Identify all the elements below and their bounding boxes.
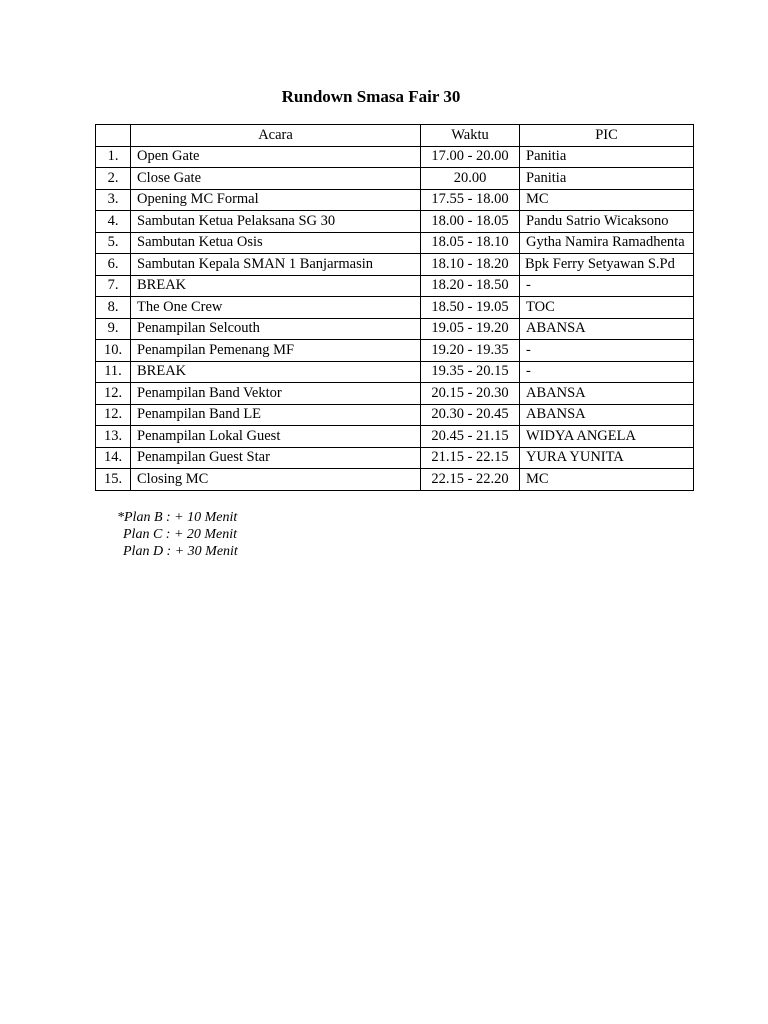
row-number: 13. — [96, 426, 131, 448]
table-row — [96, 254, 694, 276]
row-waktu: 21.15 - 22.15 — [421, 447, 520, 469]
row-number: 6. — [96, 254, 131, 276]
table-row — [96, 383, 694, 405]
row-acara: The One Crew — [131, 297, 421, 319]
row-pic: Bpk Ferry Setyawan S.Pd — [520, 254, 694, 276]
table-row — [96, 340, 694, 362]
page-title: Rundown Smasa Fair 30 — [281, 87, 461, 106]
row-pic: Pandu Satrio Wicaksono — [520, 211, 694, 233]
row-number: 9. — [96, 318, 131, 340]
row-pic: TOC — [520, 297, 694, 319]
row-waktu: 20.45 - 21.15 — [421, 426, 520, 448]
row-waktu: 18.50 - 19.05 — [421, 297, 520, 319]
row-number: 14. — [96, 447, 131, 469]
row-acara: BREAK — [131, 361, 421, 383]
row-acara: BREAK — [131, 275, 421, 297]
row-acara: Penampilan Lokal Guest — [131, 426, 421, 448]
row-waktu: 17.55 - 18.00 — [421, 189, 520, 211]
row-waktu: 20.30 - 20.45 — [421, 404, 520, 426]
plan-notes — [0, 509, 238, 560]
row-pic: YURA YUNITA — [520, 447, 694, 469]
row-waktu: 18.05 - 18.10 — [421, 232, 520, 254]
table-row — [96, 232, 694, 254]
row-waktu: 19.20 - 19.35 — [421, 340, 520, 362]
row-pic: WIDYA ANGELA — [520, 426, 694, 448]
row-pic: ABANSA — [520, 383, 694, 405]
row-number: 8. — [96, 297, 131, 319]
table-row — [96, 211, 694, 233]
row-waktu: 20.00 — [421, 168, 520, 190]
row-acara: Penampilan Guest Star — [131, 447, 421, 469]
row-acara: Penampilan Band LE — [131, 404, 421, 426]
row-acara: Closing MC — [131, 469, 421, 491]
row-number: 1. — [96, 146, 131, 168]
row-number: 15. — [96, 469, 131, 491]
note-plan-b: *Plan B : + 10 Menit — [117, 510, 238, 525]
row-pic: Panitia — [520, 168, 694, 190]
table-row — [96, 146, 694, 168]
note-plan-c: Plan C : + 20 Menit — [123, 527, 238, 542]
row-number: 4. — [96, 211, 131, 233]
row-waktu: 19.35 - 20.15 — [421, 361, 520, 383]
row-waktu: 18.10 - 18.20 — [421, 254, 520, 276]
row-waktu: 18.20 - 18.50 — [421, 275, 520, 297]
row-acara: Sambutan Ketua Osis — [131, 232, 421, 254]
row-number: 2. — [96, 168, 131, 190]
table-row — [96, 469, 694, 491]
row-pic: MC — [520, 189, 694, 211]
row-acara: Opening MC Formal — [131, 189, 421, 211]
header-no — [96, 125, 131, 147]
table-row — [96, 447, 694, 469]
row-number: 11. — [96, 361, 131, 383]
row-pic: MC — [520, 469, 694, 491]
row-number: 12. — [96, 404, 131, 426]
row-acara: Open Gate — [131, 146, 421, 168]
row-pic: ABANSA — [520, 318, 694, 340]
header-acara: Acara — [131, 125, 421, 147]
row-waktu: 19.05 - 19.20 — [421, 318, 520, 340]
row-pic: Panitia — [520, 146, 694, 168]
header-pic: PIC — [520, 125, 694, 147]
note-plan-d: Plan D : + 30 Menit — [123, 544, 238, 559]
row-pic: - — [520, 361, 694, 383]
table-row — [96, 361, 694, 383]
row-acara: Close Gate — [131, 168, 421, 190]
rundown-table — [95, 124, 694, 491]
row-waktu: 17.00 - 20.00 — [421, 146, 520, 168]
row-acara: Penampilan Selcouth — [131, 318, 421, 340]
row-number: 5. — [96, 232, 131, 254]
row-acara: Sambutan Kepala SMAN 1 Banjarmasin — [131, 254, 421, 276]
row-waktu: 20.15 - 20.30 — [421, 383, 520, 405]
table-row — [96, 189, 694, 211]
row-waktu: 22.15 - 22.20 — [421, 469, 520, 491]
row-pic: - — [520, 340, 694, 362]
row-number: 12. — [96, 383, 131, 405]
table-row — [96, 426, 694, 448]
row-pic: Gytha Namira Ramadhenta — [520, 232, 694, 254]
row-number: 7. — [96, 275, 131, 297]
row-number: 3. — [96, 189, 131, 211]
table-header-row — [96, 125, 694, 147]
row-acara: Sambutan Ketua Pelaksana SG 30 — [131, 211, 421, 233]
table-row — [96, 404, 694, 426]
row-number: 10. — [96, 340, 131, 362]
table-row — [96, 275, 694, 297]
header-waktu: Waktu — [421, 125, 520, 147]
row-pic: ABANSA — [520, 404, 694, 426]
table-row — [96, 297, 694, 319]
row-acara: Penampilan Band Vektor — [131, 383, 421, 405]
row-acara: Penampilan Pemenang MF — [131, 340, 421, 362]
table-row — [96, 318, 694, 340]
table-row — [96, 168, 694, 190]
row-pic: - — [520, 275, 694, 297]
row-waktu: 18.00 - 18.05 — [421, 211, 520, 233]
